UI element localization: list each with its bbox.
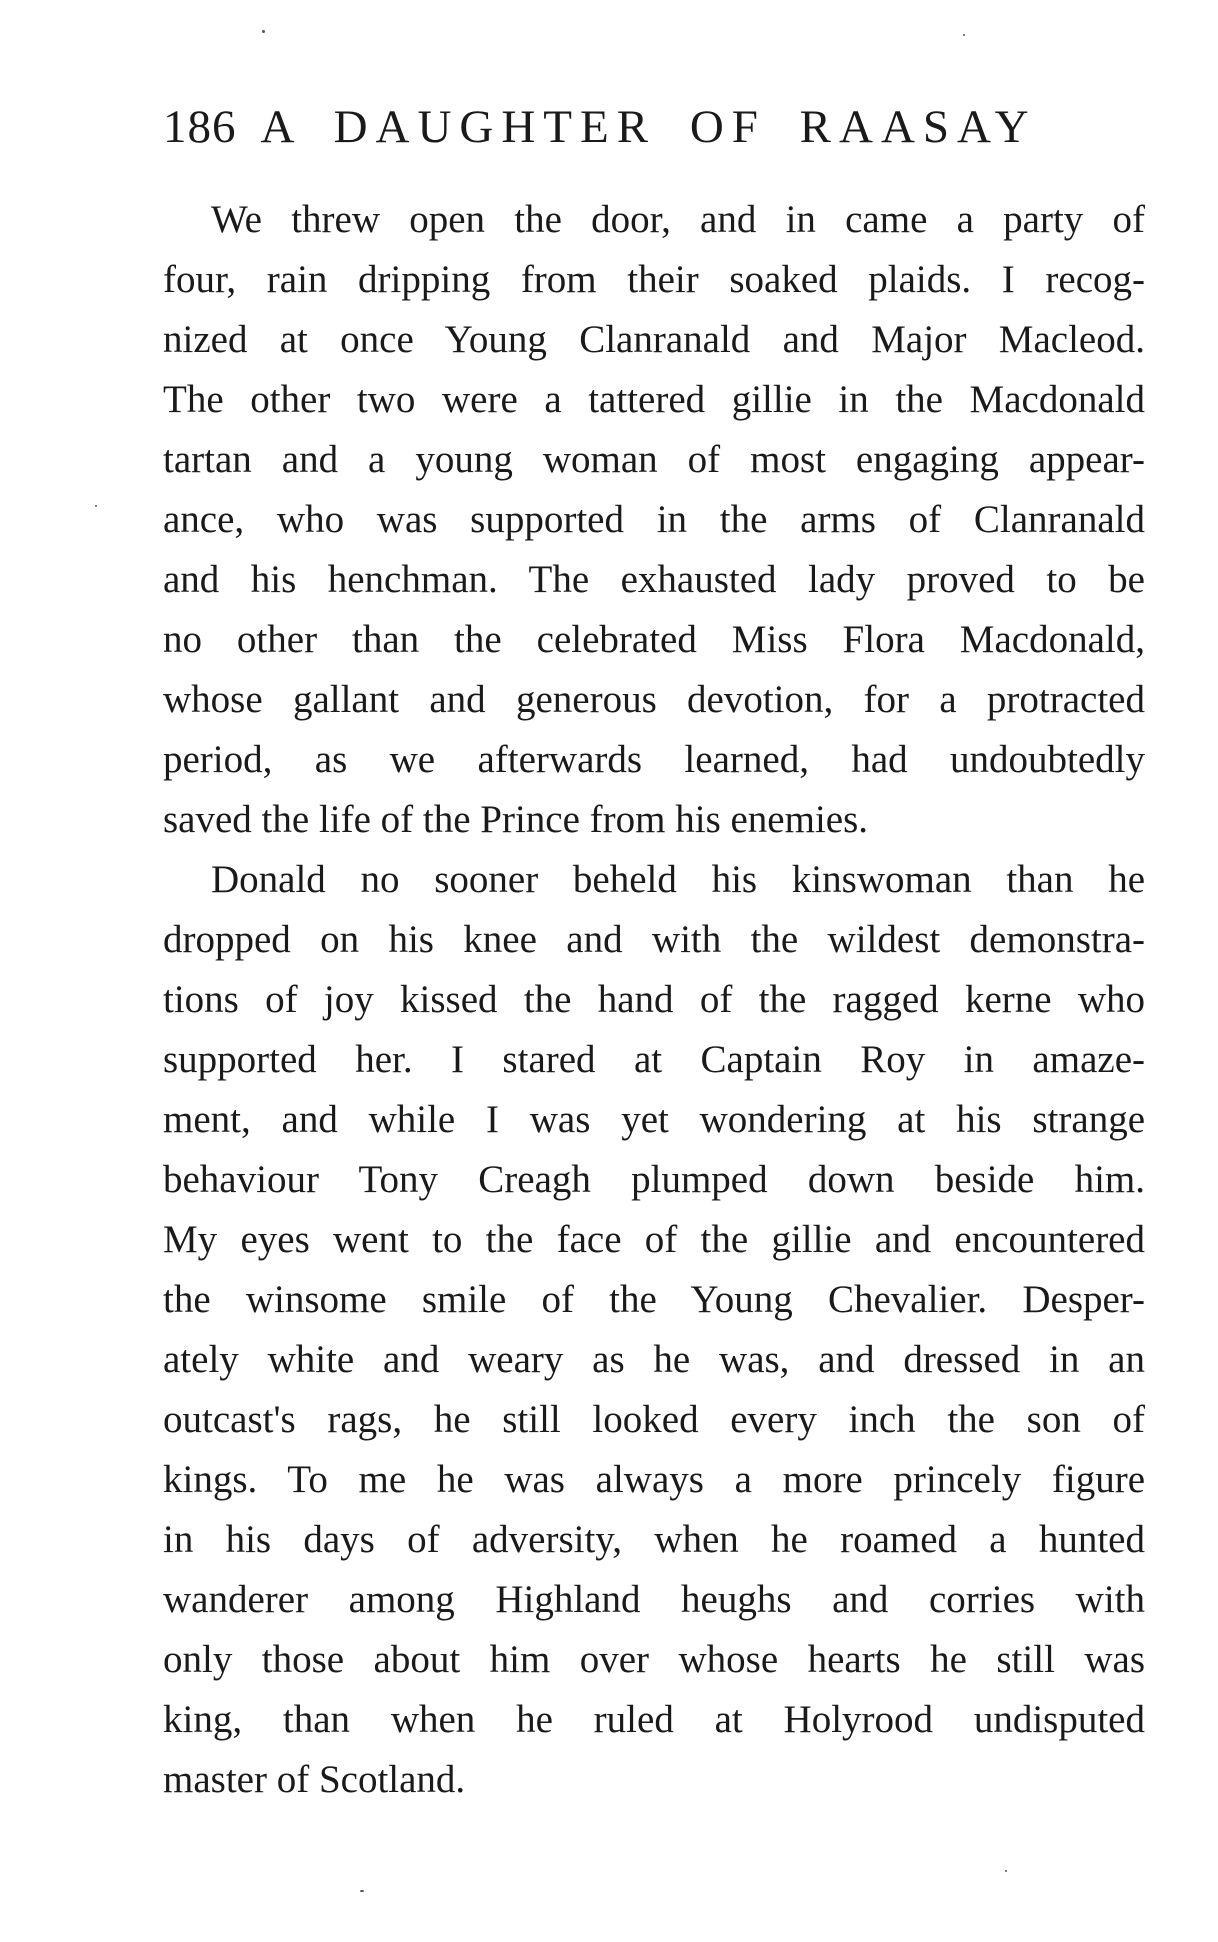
page-number: 186 [163,101,237,153]
text-line: ately white and weary as he was, and dressed in an [163,1338,1145,1381]
print-speck [262,30,265,33]
text-line: kings. To me he was always a more princely figure [163,1458,1145,1501]
text-line: four, rain dripping from their soaked plaids. I recog- [163,258,1145,301]
text-line: the winsome smile of the Young Chevalier. Desper- [163,1278,1145,1321]
text-line: Donald no sooner beheld his kinswoman than he [211,858,1145,901]
body-text [163,190,1145,1810]
text-line: My eyes went to the face of the gillie and encountered [163,1218,1145,1261]
print-speck [360,1890,364,1892]
text-line: and his henchman. The exhausted lady proved to be [163,558,1145,601]
text-line: period, as we afterwards learned, had undoubtedly [163,738,1145,781]
text-line: wanderer among Highland heughs and corries with [163,1578,1145,1621]
paragraph-2 [163,850,1145,1810]
text-line: only those about him over whose hearts he still was [163,1638,1145,1681]
text-line: whose gallant and generous devotion, for a protracted [163,678,1145,721]
print-speck [95,505,97,507]
text-line: supported her. I stared at Captain Roy in amaze- [163,1038,1145,1081]
text-line: tions of joy kissed the hand of the ragged kerne who [163,978,1145,1021]
text-line: nized at once Young Clanranald and Major Macleod. [163,318,1145,361]
print-speck [963,34,965,36]
text-line: We threw open the door, and in came a party of [211,198,1145,241]
text-line: outcast's rags, he still looked every inch the son of [163,1398,1145,1441]
running-head [163,100,1143,154]
text-line: king, than when he ruled at Holyrood undisputed [163,1698,1145,1741]
print-speck [1005,1870,1007,1872]
text-line: behaviour Tony Creagh plumped down beside him. [163,1158,1145,1201]
text-line: tartan and a young woman of most engaging appear- [163,438,1145,481]
text-line: master of Scotland. [163,1758,466,1801]
text-line: in his days of adversity, when he roamed a hunted [163,1518,1145,1561]
text-line: The other two were a tattered gillie in the Macdonald [163,378,1145,421]
running-title: A DAUGHTER OF RAASAY [260,101,1037,153]
text-line: ance, who was supported in the arms of Clanranald [163,498,1145,541]
paragraph-1 [163,190,1145,850]
text-line: saved the life of the Prince from his enemies. [163,798,869,841]
text-line: no other than the celebrated Miss Flora Macdonald, [163,618,1145,661]
text-line: dropped on his knee and with the wildest demonstra- [163,918,1145,961]
text-line: ment, and while I was yet wondering at his strange [163,1098,1145,1141]
